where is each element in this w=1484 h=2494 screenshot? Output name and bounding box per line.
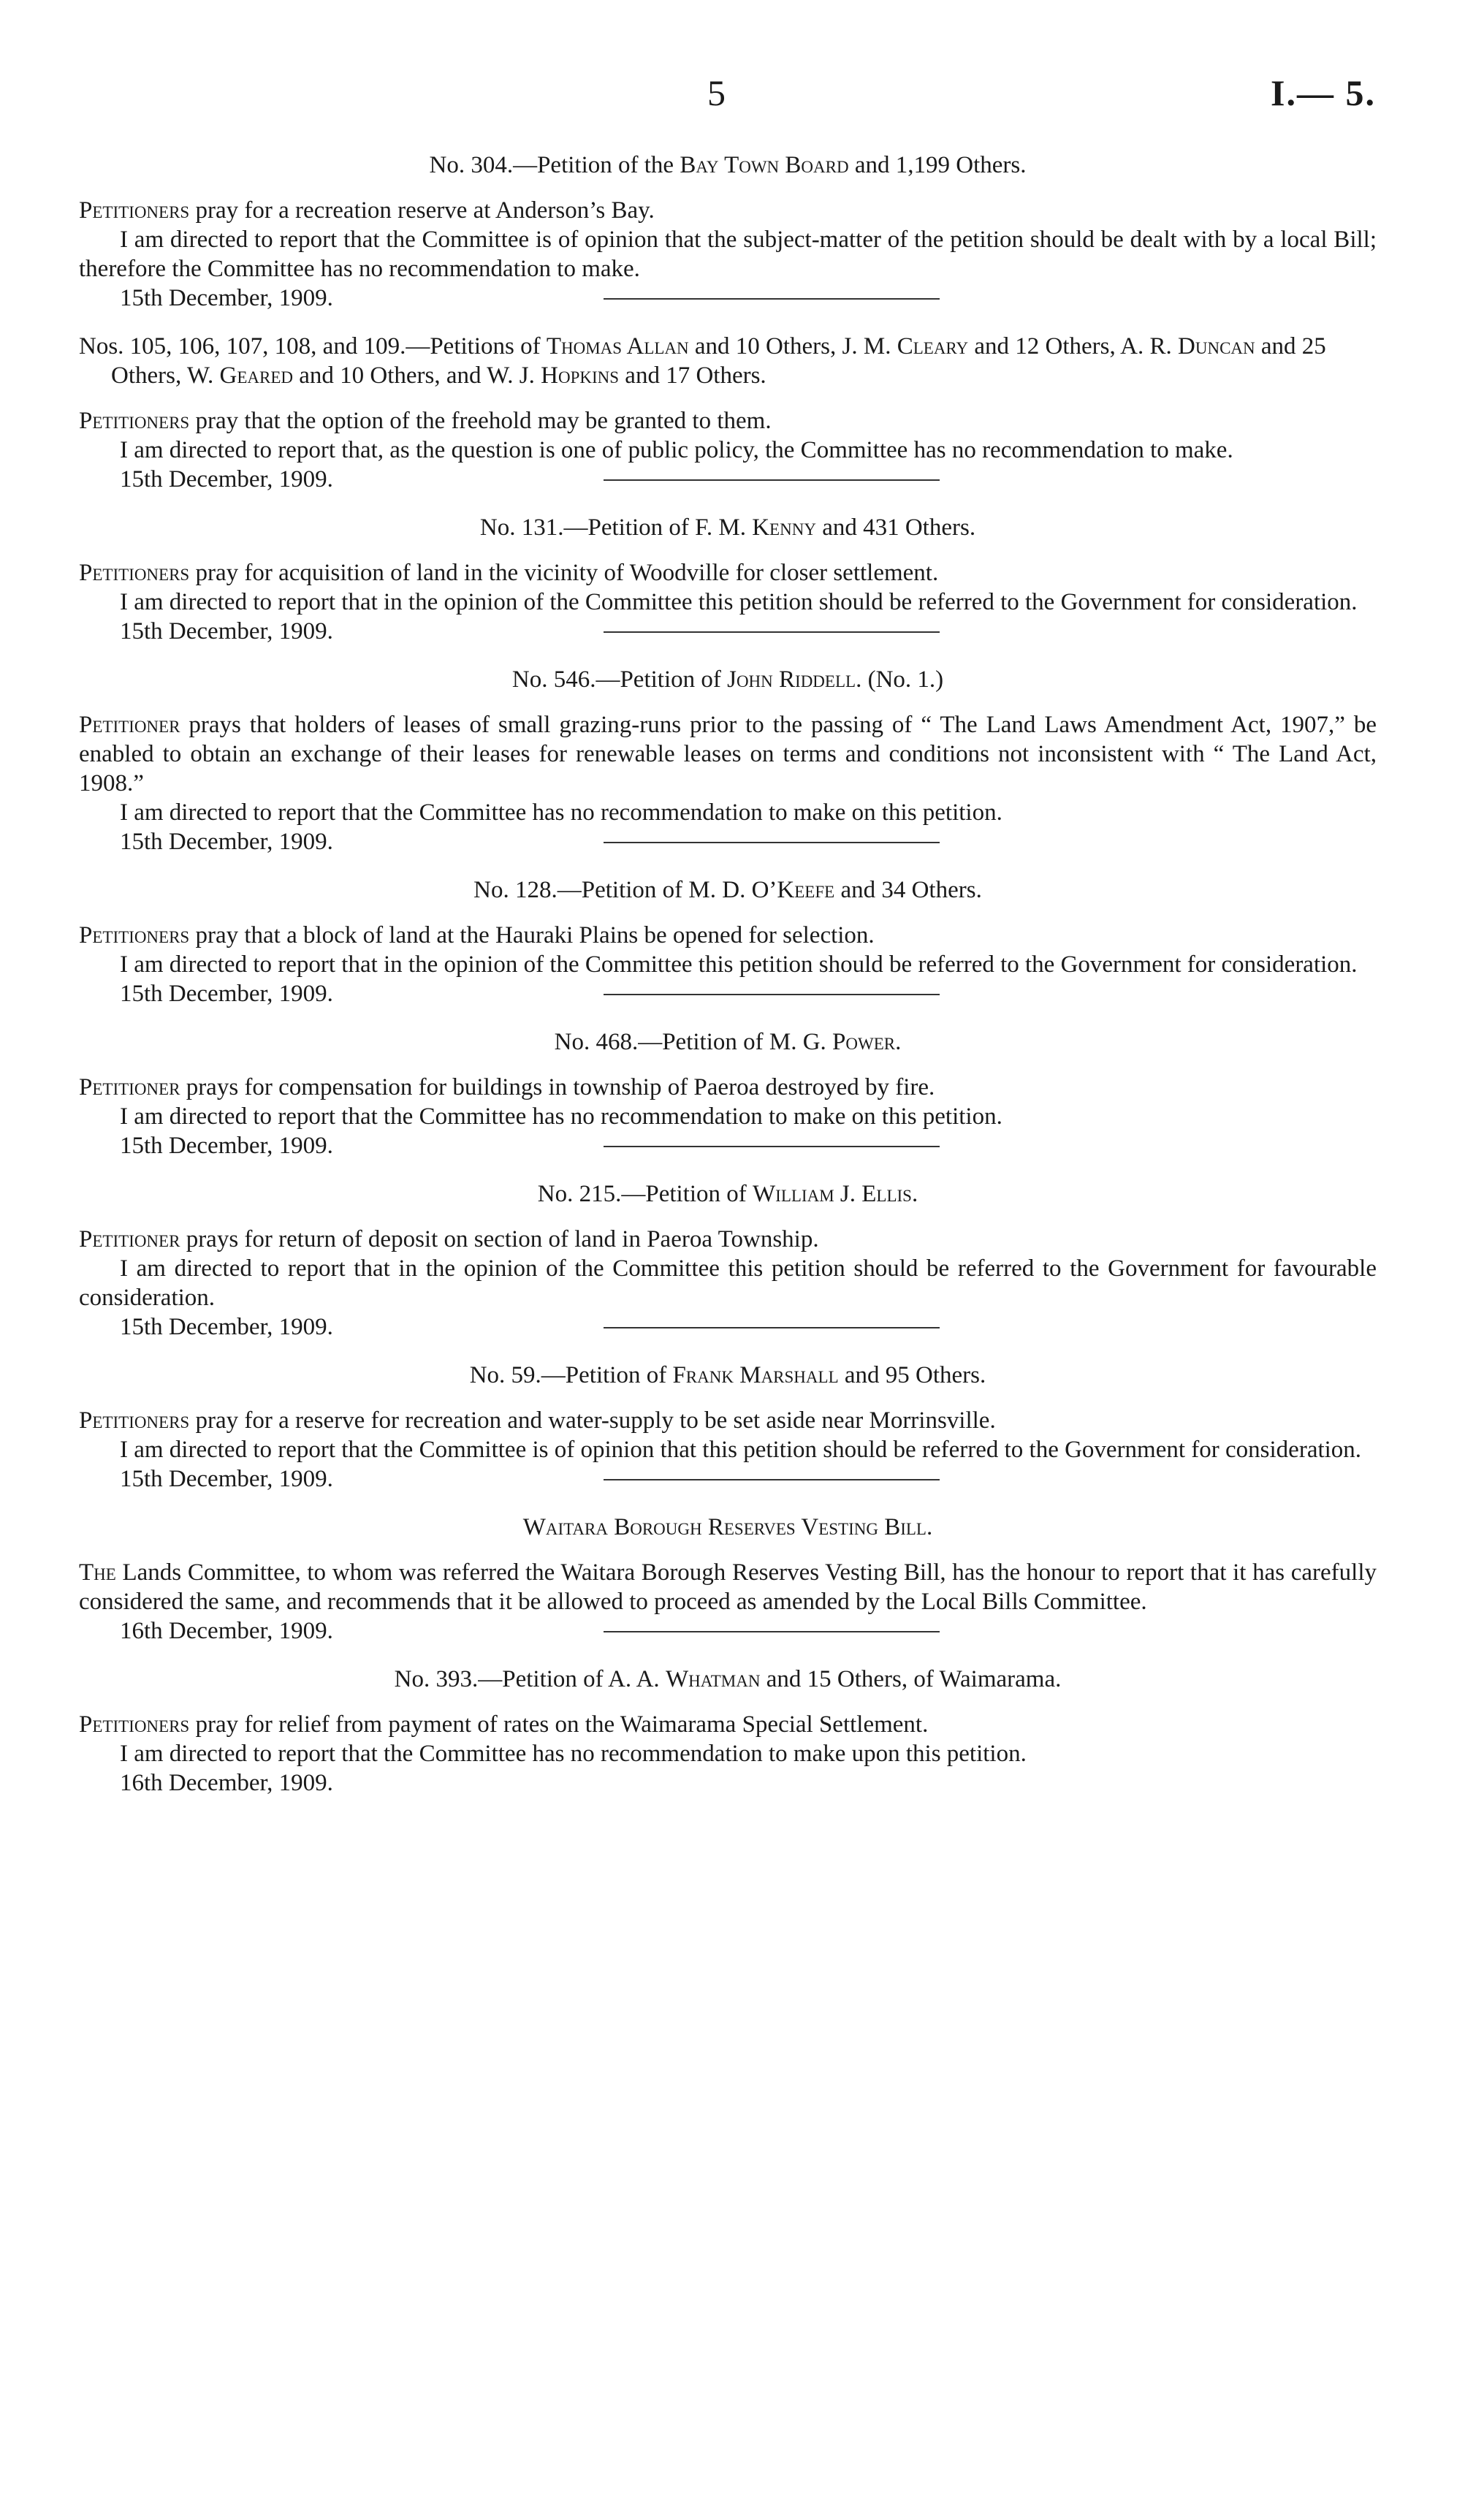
committee-report: I am directed to report that the Committee has no recommendation to make on this petition. xyxy=(120,1103,1002,1130)
section-divider xyxy=(604,1327,940,1328)
committee-report: The Lands Committee, to whom was referred the Waitara Borough Reserves Vesting Bill, has the honour to report that it has carefully considered the same, and recommends that it be allowed to proceed as amended by the Local Bills Committee. xyxy=(79,1559,1377,1615)
section-heading: No. 393.—Petition of A. A. Whatman and 15 Others, of Waimarama. xyxy=(394,1666,1062,1692)
petition-prayer: Petitioner prays that holders of leases of small grazing-runs prior to the passing of “ The Land Laws Amendment Act, 1907,” be enabled to obtain an exchange of their leases for renewable leases on terms and conditions not inconsistent with “ The Land Act, 1908.” xyxy=(79,712,1377,797)
section-heading: No. 468.—Petition of M. G. Power. xyxy=(554,1029,902,1055)
report-date: 16th December, 1909. xyxy=(120,1618,333,1644)
petition-prayer: Petitioners pray that a block of land at the Hauraki Plains be opened for selection. xyxy=(79,922,875,948)
petition-prayer: Petitioner prays for return of deposit on section of land in Paeroa Township. xyxy=(79,1226,819,1252)
petition-128 xyxy=(79,875,1377,1007)
section-heading: No. 59.—Petition of Frank Marshall and 95 Others. xyxy=(469,1362,986,1388)
report-date: 15th December, 1909. xyxy=(120,466,333,493)
section-divider xyxy=(604,1146,940,1147)
petition-prayer: Petitioners pray for relief from payment of rates on the Waimarama Special Settlement. xyxy=(79,1711,929,1738)
petition-prayer: Petitioners pray that the option of the freehold may be granted to them. xyxy=(79,408,772,434)
page-number: 5 xyxy=(707,72,726,113)
section-heading: No. 128.—Petition of M. D. O’Keefe and 34 Others. xyxy=(473,877,982,903)
section-divider xyxy=(604,1479,940,1480)
report-date: 15th December, 1909. xyxy=(120,1314,333,1340)
petition-prayer: Petitioner prays for compensation for buildings in township of Paeroa destroyed by fire. xyxy=(79,1074,935,1100)
section-divider xyxy=(604,1631,940,1632)
report-date: 16th December, 1909. xyxy=(120,1770,333,1796)
section-heading: No. 546.—Petition of John Riddell. (No. 1.) xyxy=(511,666,944,693)
committee-report: I am directed to report that in the opinion of the Committee this petition should be referred to the Government for consideration. xyxy=(120,589,1358,615)
petition-468 xyxy=(79,1027,1377,1159)
section-heading: No. 215.—Petition of William J. Ellis. xyxy=(537,1181,918,1207)
section-divider xyxy=(604,631,940,633)
committee-report: I am directed to report that the Committee has no recommendation to make upon this petition. xyxy=(120,1741,1027,1767)
report-date: 15th December, 1909. xyxy=(120,829,333,855)
report-date: 15th December, 1909. xyxy=(120,285,333,311)
waitara-bill xyxy=(79,1513,1377,1644)
committee-report: I am directed to report that, as the question is one of public policy, the Committee has no recommendation to make. xyxy=(120,437,1233,463)
section-heading: Waitara Borough Reserves Vesting Bill. xyxy=(522,1514,933,1540)
committee-report: I am directed to report that the Committee is of opinion that this petition should be referred to the Government for consideration. xyxy=(120,1437,1362,1463)
report-date: 15th December, 1909. xyxy=(120,981,333,1007)
petition-215 xyxy=(79,1179,1377,1340)
section-divider xyxy=(604,842,940,843)
committee-report: I am directed to report that in the opinion of the Committee this petition should be referred to the Government for favourable consideration. xyxy=(79,1255,1377,1311)
section-divider xyxy=(604,994,940,995)
petition-304 xyxy=(79,151,1377,311)
page-reference: I.— 5. xyxy=(1271,72,1376,113)
petition-393 xyxy=(79,1665,1377,1798)
report-date: 15th December, 1909. xyxy=(120,1133,333,1159)
petitions-105-109 xyxy=(79,332,1377,493)
page-content xyxy=(79,151,1377,1798)
petition-prayer: Petitioners pray for acquisition of land in the vicinity of Woodville for closer settlement. xyxy=(79,560,939,586)
section-divider xyxy=(604,298,940,300)
petition-prayer: Petitioners pray for a recreation reserve at Anderson’s Bay. xyxy=(79,197,655,224)
petition-prayer: Petitioners pray for a reserve for recreation and water-supply to be set aside near Morrinsville. xyxy=(79,1407,996,1434)
petition-59 xyxy=(79,1361,1377,1492)
committee-report: I am directed to report that in the opinion of the Committee this petition should be referred to the Government for consideration. xyxy=(120,951,1358,978)
report-date: 15th December, 1909. xyxy=(120,1466,333,1492)
section-heading: Nos. 105, 106, 107, 108, and 109.—Petitions of Thomas Allan and 10 Others, J. M. Cleary and 12 Others, A. R. Duncan and 25 Others, W. Geared and 10 Others, and W. J. Hopkins and 17 Others. xyxy=(79,333,1326,389)
section-divider xyxy=(604,479,940,481)
section-heading: No. 131.—Petition of F. M. Kenny and 431 Others. xyxy=(479,514,976,541)
section-heading: No. 304.—Petition of the Bay Town Board and 1,199 Others. xyxy=(429,152,1027,178)
report-date: 15th December, 1909. xyxy=(120,618,333,645)
committee-report: I am directed to report that the Committee has no recommendation to make on this petition. xyxy=(120,799,1002,826)
petition-546 xyxy=(79,665,1377,855)
petition-131 xyxy=(79,513,1377,645)
committee-report: I am directed to report that the Committee is of opinion that the subject-matter of the petition should be dealt with by a local Bill; therefore the Committee has no recommendation to make. xyxy=(79,227,1377,282)
page-header xyxy=(0,72,1484,123)
